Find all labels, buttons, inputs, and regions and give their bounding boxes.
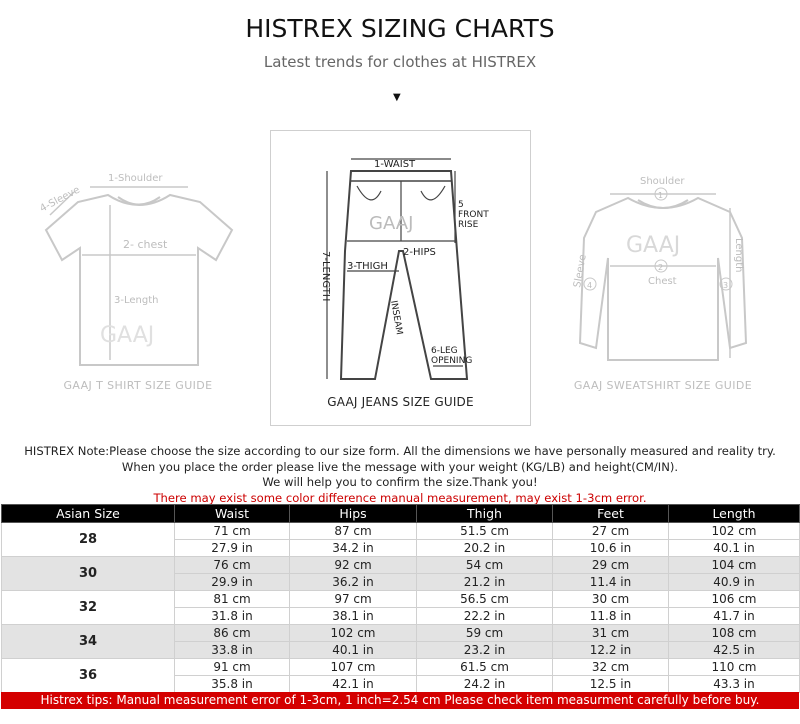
table-header: Length (669, 505, 800, 523)
jeans-waist-label: 1-WAIST (374, 159, 416, 170)
sweatshirt-marker-2: 2 (658, 263, 664, 272)
jeans-rise-label-3: RISE (458, 220, 479, 230)
table-cell: 51.5 cm (417, 523, 553, 540)
table-cell: 11.8 in (553, 608, 669, 625)
jeans-inseam-label: INSEAM (388, 299, 404, 336)
tips-banner: Histrex tips: Manual measurement error of 1-3cm, 1 inch=2.54 cm Please check item measurment carefully before buy. (1, 692, 799, 709)
sweatshirt-sleeve-label: Sleeve (572, 253, 589, 289)
table-cell: 43.3 in (669, 676, 800, 693)
tshirt-chest-label: 2- chest (123, 238, 168, 251)
table-cell: 42.5 in (669, 642, 800, 659)
jeans-logo-watermark: GAAJ (369, 213, 414, 234)
table-cell: 87 cm (290, 523, 417, 540)
sweatshirt-guide-caption: GAAJ SWEATSHIRT SIZE GUIDE (573, 379, 753, 392)
note-line-1: HISTREX Note:Please choose the size according to our size form. All the dimensions we have personally measured and reality try. (24, 444, 776, 458)
table-cell: 106 cm (669, 591, 800, 608)
sweatshirt-illustration (566, 168, 761, 368)
table-header: Hips (290, 505, 417, 523)
table-cell: 36.2 in (290, 574, 417, 591)
table-row (2, 659, 800, 676)
jeans-rise-label-1: 5 (458, 200, 464, 210)
table-cell: 27.9 in (175, 540, 290, 557)
size-cell: 28 (2, 523, 175, 557)
sweatshirt-length-label: Length (733, 238, 744, 273)
table-header: Waist (175, 505, 290, 523)
table-cell: 22.2 in (417, 608, 553, 625)
table-cell: 21.2 in (417, 574, 553, 591)
table-cell: 31 cm (553, 625, 669, 642)
table-header: Thigh (417, 505, 553, 523)
down-triangle-icon: ▼ (393, 92, 401, 103)
tshirt-guide-caption: GAAJ T SHIRT SIZE GUIDE (63, 379, 213, 392)
table-cell: 38.1 in (290, 608, 417, 625)
table-cell: 29 cm (553, 557, 669, 574)
table-cell: 12.2 in (553, 642, 669, 659)
jeans-hips-label: 2-HIPS (403, 247, 436, 258)
table-cell: 81 cm (175, 591, 290, 608)
table-cell: 107 cm (290, 659, 417, 676)
note-line-3: We will help you to confirm the size.Thank you! (262, 475, 538, 489)
note-line-2: When you place the order please live the message with your weight (KG/LB) and height(CM/IN). (121, 459, 679, 474)
table-row (2, 591, 800, 608)
table-cell: 27 cm (553, 523, 669, 540)
sweatshirt-chest-label: Chest (648, 276, 677, 287)
size-cell: 34 (2, 625, 175, 659)
table-cell: 61.5 cm (417, 659, 553, 676)
table-cell: 40.1 in (290, 642, 417, 659)
table-cell: 11.4 in (553, 574, 669, 591)
table-cell: 102 cm (290, 625, 417, 642)
jeans-length-label: 7-LENGTH (320, 251, 331, 302)
tshirt-sleeve-label: 4-Sleeve (38, 184, 82, 215)
table-cell: 20.2 in (417, 540, 553, 557)
jeans-opening-label-2: OPENING (431, 356, 473, 366)
tshirt-logo-watermark: GAAJ (100, 323, 155, 348)
table-cell: 76 cm (175, 557, 290, 574)
size-table (1, 504, 800, 693)
table-cell: 54 cm (417, 557, 553, 574)
table-cell: 71 cm (175, 523, 290, 540)
tshirt-size-guide (38, 160, 238, 370)
table-cell: 34.2 in (290, 540, 417, 557)
table-cell: 41.7 in (669, 608, 800, 625)
table-header-row (2, 505, 800, 523)
page-subtitle: Latest trends for clothes at HISTREX (263, 53, 537, 71)
jeans-size-guide (270, 130, 531, 426)
size-cell: 30 (2, 557, 175, 591)
table-cell: 30 cm (553, 591, 669, 608)
table-cell: 10.6 in (553, 540, 669, 557)
table-header: Asian Size (2, 505, 175, 523)
table-cell: 104 cm (669, 557, 800, 574)
table-cell: 110 cm (669, 659, 800, 676)
table-cell: 23.2 in (417, 642, 553, 659)
sweatshirt-marker-4: 4 (587, 281, 593, 290)
jeans-illustration (271, 131, 530, 391)
table-cell: 56.5 cm (417, 591, 553, 608)
table-cell: 40.1 in (669, 540, 800, 557)
jeans-rise-label-2: FRONT (458, 210, 489, 220)
jeans-opening-label-1: 6-LEG (431, 346, 458, 356)
color-warning: There may exist some color difference manual measurement, may exist 1-3cm error. (153, 490, 647, 505)
jeans-thigh-label: 3-THIGH (347, 261, 388, 272)
tshirt-illustration (38, 160, 238, 370)
sizing-notes (0, 444, 800, 506)
sweatshirt-logo-watermark: GAAJ (626, 233, 681, 258)
sweatshirt-size-guide (566, 168, 761, 368)
table-row (2, 557, 800, 574)
table-cell: 29.9 in (175, 574, 290, 591)
table-cell: 24.2 in (417, 676, 553, 693)
page-title: HISTREX SIZING CHARTS (245, 14, 555, 43)
table-cell: 12.5 in (553, 676, 669, 693)
table-cell: 33.8 in (175, 642, 290, 659)
table-cell: 42.1 in (290, 676, 417, 693)
table-cell: 92 cm (290, 557, 417, 574)
table-cell: 31.8 in (175, 608, 290, 625)
tshirt-length-label: 3-Length (114, 295, 159, 306)
table-cell: 102 cm (669, 523, 800, 540)
table-cell: 35.8 in (175, 676, 290, 693)
table-cell: 59 cm (417, 625, 553, 642)
table-cell: 108 cm (669, 625, 800, 642)
table-cell: 32 cm (553, 659, 669, 676)
table-header: Feet (553, 505, 669, 523)
jeans-guide-caption: GAAJ JEANS SIZE GUIDE (327, 395, 474, 409)
sweatshirt-marker-1: 1 (658, 191, 664, 200)
table-cell: 40.9 in (669, 574, 800, 591)
table-cell: 97 cm (290, 591, 417, 608)
size-cell: 32 (2, 591, 175, 625)
table-row (2, 625, 800, 642)
table-cell: 91 cm (175, 659, 290, 676)
sweatshirt-shoulder-label: Shoulder (640, 176, 685, 187)
sweatshirt-marker-3: 3 (723, 281, 729, 290)
tshirt-shoulder-label: 1-Shoulder (108, 173, 163, 184)
table-cell: 86 cm (175, 625, 290, 642)
size-cell: 36 (2, 659, 175, 693)
table-row (2, 523, 800, 540)
